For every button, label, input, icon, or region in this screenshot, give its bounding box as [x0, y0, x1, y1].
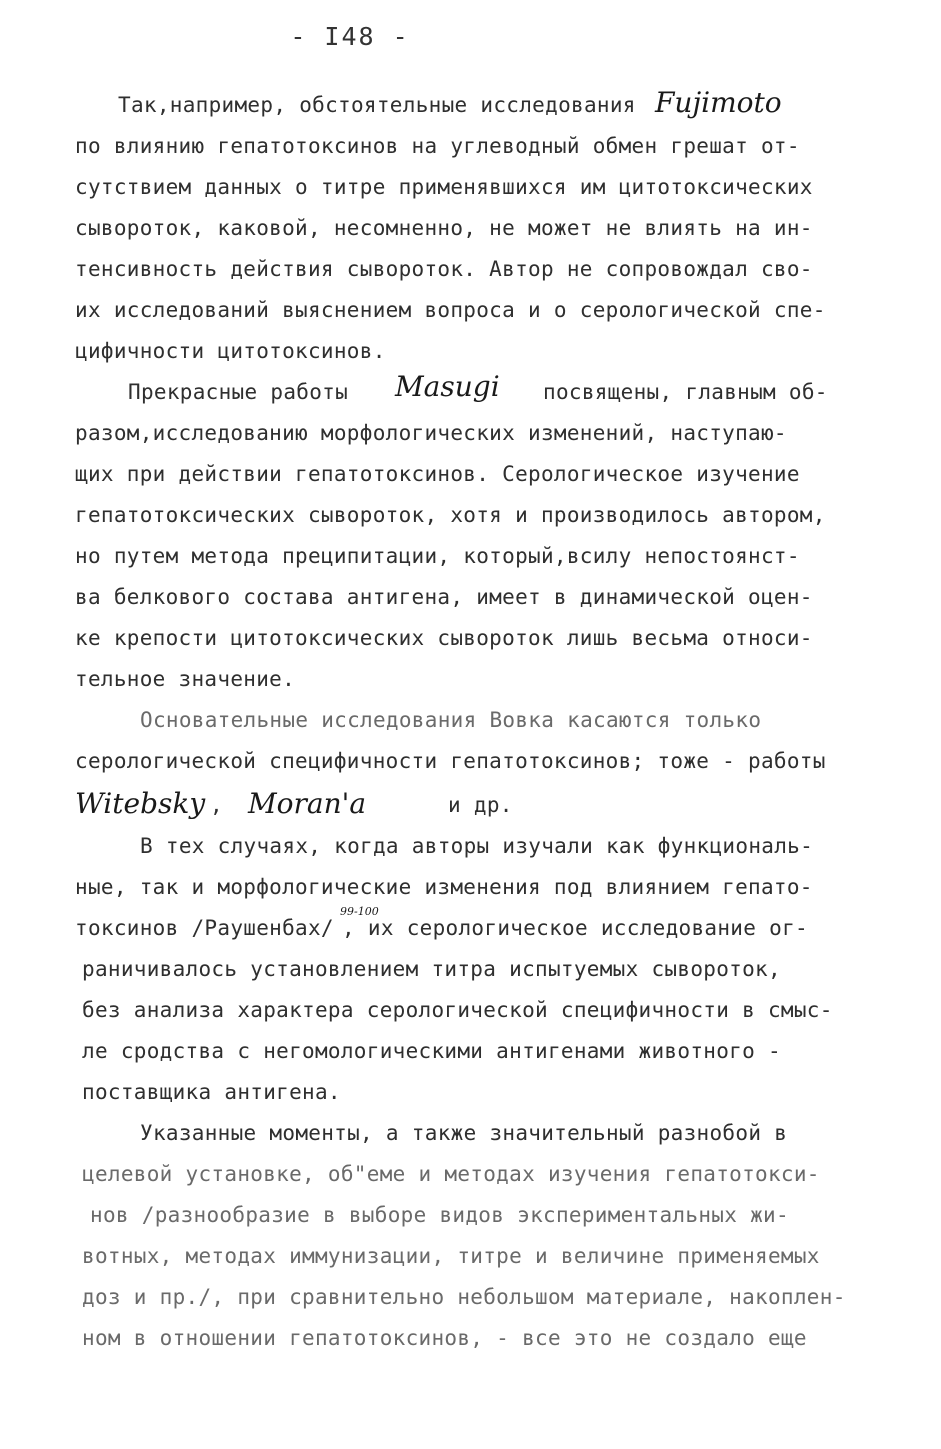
text-line: разом,исследованию морфологических изменений, наступаю-: [75, 421, 787, 445]
text-line: ке крепости цитотоксических сывороток лишь весьма относи-: [75, 626, 813, 650]
text-line: сывороток, каковой, несомненно, не может не влиять на ин-: [75, 216, 813, 240]
handwritten-name-masugi: Masugi: [395, 370, 500, 403]
text-line: но путем метода преципитации, который,всилу непостоянст-: [75, 544, 800, 568]
text-line: щих при действии гепатотоксинов. Серологическое изучение: [75, 462, 800, 486]
footnote-reference: 99-100: [340, 905, 379, 918]
text-line: без анализа характера серологической специфичности в смыс-: [82, 998, 833, 1022]
text-line: тельное значение.: [75, 667, 296, 691]
text-line: В тех случаях, когда авторы изучали как функциональ-: [140, 834, 814, 858]
text-line: раничивалось установлением титра испытуемых сывороток,: [82, 957, 781, 981]
text-line: ном в отношении гепатотоксинов, - все это не создало еще: [82, 1326, 807, 1350]
text-line: ва белкового состава антигена, имеет в динамической оцен-: [75, 585, 813, 609]
text-line: ные, так и морфологические изменения под влиянием гепато-: [75, 875, 813, 899]
text-line: Указанные моменты, а также значительный разнобой в: [140, 1121, 788, 1145]
text-line: гепатотоксических сывороток, хотя и производилось автором,: [75, 503, 826, 527]
text-line: сутствием данных о титре применявшихся им цитотоксических: [75, 175, 813, 199]
text-line: вотных, методах иммунизации, титре и величине применяемых: [82, 1244, 820, 1268]
text-line: Прекрасные работы: [128, 380, 349, 404]
text-line: тенсивность действия сывороток. Автор не сопровождал сво-: [75, 257, 813, 281]
handwritten-name-fujimoto: Fujimoto: [655, 86, 782, 119]
handwritten-name-moran: Moran'a: [248, 787, 367, 820]
text-line: токсинов /Раушенбах/: [75, 916, 334, 940]
text-line: Так,например, обстоятельные исследования: [118, 93, 636, 117]
text-line: Основательные исследования Вовка касаются только: [140, 708, 762, 732]
text-line: целевой установке, об"еме и методах изучения гепатотокси-: [82, 1162, 820, 1186]
text-line: посвящены, главным об-: [543, 380, 828, 404]
text-line: ,: [210, 793, 223, 817]
text-line: ле сродства с негомологическими антигенами животного -: [82, 1039, 781, 1063]
text-line: нов /разнообразие в выборе видов экспериментальных жи-: [90, 1203, 789, 1227]
text-line: по влиянию гепатотоксинов на углеводный обмен грешат от-: [75, 134, 800, 158]
text-line: и др.: [448, 793, 513, 817]
text-line: , их серологическое исследование ог-: [342, 916, 808, 940]
text-line: серологической специфичности гепатотоксинов; тоже - работы: [75, 749, 826, 773]
text-line: поставщика антигена.: [82, 1080, 341, 1104]
text-line: их исследований выяснением вопроса и о серологической спе-: [75, 298, 826, 322]
handwritten-name-witebsky: Witebsky: [75, 787, 206, 820]
page-number: - I48 -: [290, 22, 410, 51]
text-line: доз и пр./, при сравнительно небольшом материале, накоплен-: [82, 1285, 846, 1309]
text-line: цифичности цитотоксинов.: [75, 339, 386, 363]
